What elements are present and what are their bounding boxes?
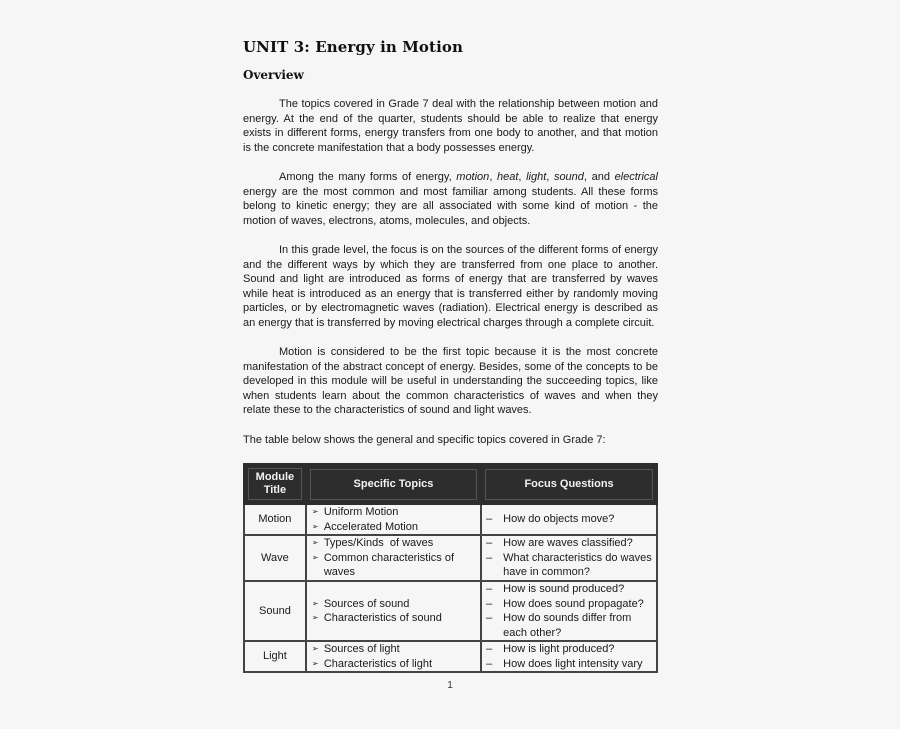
topic-item: [307, 597, 480, 612]
topic-item: [307, 536, 480, 551]
arrow-bullet-icon: ➢: [311, 644, 319, 653]
topics-cell: [306, 581, 481, 641]
header-label: Module Title: [248, 468, 302, 500]
question-item: [482, 657, 656, 672]
questions-cell: [481, 641, 657, 672]
topic-item: [307, 520, 480, 535]
dash-bullet-icon: –: [486, 513, 493, 526]
header-specific-topics: [306, 464, 481, 504]
questions-cell: [481, 581, 657, 641]
document-page: [243, 36, 658, 447]
topics-cell: [306, 504, 481, 535]
module-cell: Motion: [244, 504, 306, 535]
page-number: 1: [447, 680, 453, 691]
table-row: [244, 504, 657, 535]
topic-item: [307, 505, 480, 520]
module-cell: Wave: [244, 535, 306, 581]
module-cell: Light: [244, 641, 306, 672]
section-heading-overview: Overview: [243, 68, 304, 82]
topics-table: [243, 463, 658, 673]
dash-bullet-icon: –: [486, 597, 493, 610]
arrow-bullet-icon: ➢: [311, 538, 319, 548]
question-text: How does light intensity vary: [503, 657, 643, 670]
question-text: How is sound produced?: [503, 583, 625, 595]
question-text: How is light produced?: [503, 643, 615, 655]
question-item: [482, 551, 656, 580]
questions-cell: [481, 504, 657, 535]
question-text: How are waves classified?: [503, 537, 633, 550]
term-electrical: electrical: [614, 170, 658, 183]
topic-text: Characteristics of sound: [323, 612, 442, 624]
question-item: [482, 536, 656, 551]
topic-item: [307, 657, 480, 672]
topic-text: Uniform Motion: [323, 506, 399, 518]
arrow-bullet-icon: ➢: [311, 598, 319, 608]
dash-bullet-icon: –: [486, 583, 493, 595]
arrow-bullet-icon: ➢: [311, 658, 319, 668]
dash-bullet-icon: –: [486, 537, 493, 550]
p2-sep: , and: [583, 170, 615, 183]
p2-sep: ,: [546, 170, 554, 183]
question-text: What characteristics do waves have in common?: [503, 551, 652, 579]
table-row: [244, 641, 657, 672]
topics-cell: [306, 535, 481, 581]
dash-bullet-icon: –: [486, 643, 493, 655]
dash-bullet-icon: –: [486, 551, 493, 564]
overview-paragraph-2: [243, 170, 658, 228]
header-focus-questions: [481, 464, 657, 504]
p2-sep: ,: [518, 170, 527, 183]
p2-text-a: Among the many forms of energy,: [279, 170, 457, 183]
question-item: [482, 611, 656, 640]
topic-text: Types/Kinds of waves: [323, 537, 434, 550]
question-text: How does sound propagate?: [503, 597, 644, 610]
dash-bullet-icon: –: [486, 657, 493, 670]
header-label: Specific Topics: [310, 469, 477, 500]
arrow-bullet-icon: ➢: [311, 613, 319, 622]
question-item: [482, 512, 656, 527]
table-header-row: [244, 464, 657, 504]
table-row: [244, 535, 657, 581]
overview-paragraph-1: The topics covered in Grade 7 deal with the relationship between motion and energy. At the end of the quarter, students should be able to realize that energy exists in different forms, energy transfers from one body to another, and that motion is the concrete manifestation that a body possesses energy.: [243, 98, 658, 154]
topic-text: Sources of sound: [323, 597, 410, 610]
topic-item: [307, 642, 480, 657]
table-intro: The table below shows the general and specific topics covered in Grade 7:: [243, 433, 606, 446]
unit-title: UNIT 3: Energy in Motion: [243, 38, 463, 56]
header-label: Focus Questions: [485, 469, 653, 500]
arrow-bullet-icon: ➢: [311, 507, 319, 516]
dash-bullet-icon: –: [486, 612, 493, 624]
topic-text: Common characteristics of waves: [323, 551, 455, 579]
question-text: How do sounds differ from each other?: [503, 612, 632, 639]
topic-text: Sources of light: [323, 643, 400, 655]
questions-cell: [481, 535, 657, 581]
topic-text: Accelerated Motion: [323, 520, 418, 533]
arrow-bullet-icon: ➢: [311, 521, 319, 531]
term-light: light: [526, 170, 547, 183]
question-item: [482, 597, 656, 612]
table-row: [244, 581, 657, 641]
p2-text-b: energy are the most common and most familiar among students. All these forms belong to kinetic energy; they are all associated with some kind of motion - the motion of waves, electrons, atoms, molecules, and objects.: [243, 185, 658, 227]
question-item: [482, 582, 656, 597]
header-module-title: [244, 464, 306, 504]
topic-item: [307, 611, 480, 626]
module-cell: Sound: [244, 581, 306, 641]
term-sound: sound: [553, 170, 584, 183]
overview-paragraph-3: In this grade level, the focus is on the sources of the different forms of energy and the different ways by which they are transferred from one place to another. Sound and light are introduced as forms of energy that are transferred by waves while heat is introduced as an energy that is transferred either by randomly moving particles, or by electromagnetic waves (radiation). Electrical energy is described as an energy that is transferred by moving electrical charges through a complete circuit.: [243, 243, 658, 329]
term-heat: heat: [496, 170, 519, 183]
p2-sep: ,: [489, 170, 497, 183]
topic-item: [307, 551, 480, 580]
topic-text: Characteristics of light: [323, 657, 433, 670]
question-item: [482, 642, 656, 657]
term-motion: motion: [456, 170, 490, 183]
question-text: How do objects move?: [503, 513, 615, 526]
overview-paragraph-4: Motion is considered to be the first topic because it is the most concrete manifestation of the abstract concept of energy. Besides, some of the concepts to be developed in this module will be useful in understanding the succeeding topics, like when students learn about the common characteristics of waves and when they relate these to the characteristics of sound and light waves.: [243, 346, 658, 417]
arrow-bullet-icon: ➢: [311, 552, 319, 562]
topics-cell: [306, 641, 481, 672]
